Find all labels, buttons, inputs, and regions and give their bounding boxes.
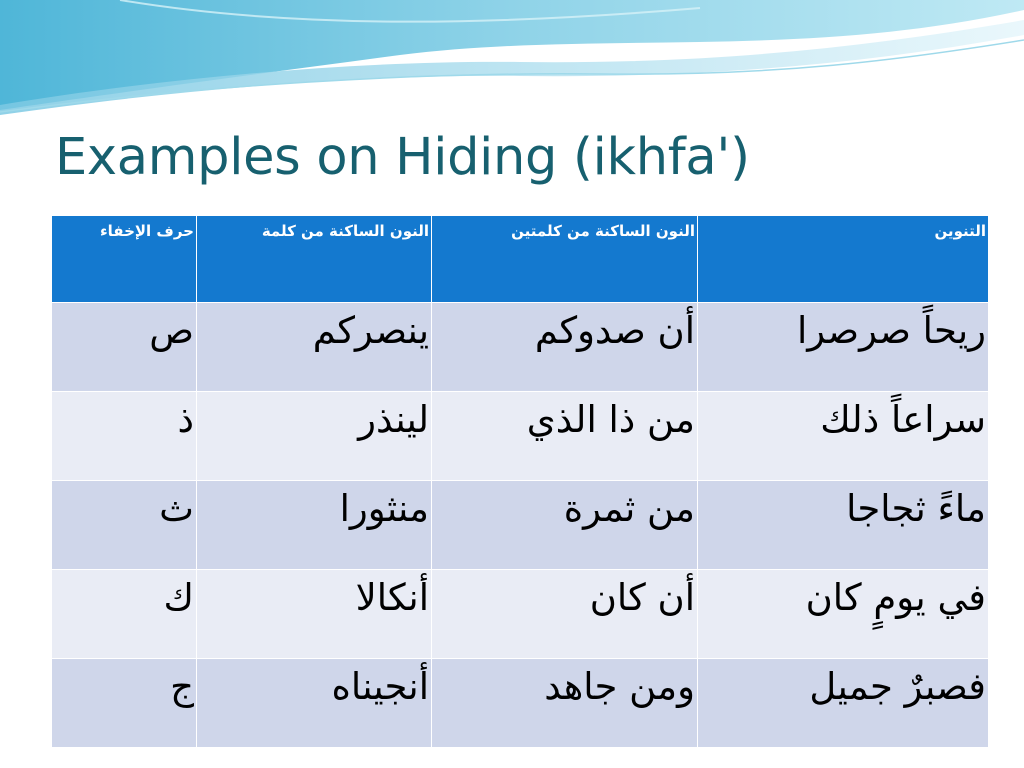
cell-two-words: أن صدوكم xyxy=(432,303,698,392)
table-row xyxy=(52,570,989,659)
table-header-row xyxy=(52,216,989,303)
cell-one-word: أنجيناه xyxy=(197,659,432,748)
cell-two-words: ومن جاهد xyxy=(432,659,698,748)
header-hiding-letter: حرف الإخفاء xyxy=(52,216,197,303)
cell-two-words: من ثمرة xyxy=(432,481,698,570)
header-tanween: التنوين xyxy=(698,216,989,303)
cell-tanween: فصبرٌ جميل xyxy=(698,659,989,748)
cell-one-word: ينصركم xyxy=(197,303,432,392)
cell-tanween: ريحاً صرصرا xyxy=(698,303,989,392)
cell-letter: ث xyxy=(52,481,197,570)
cell-two-words: أن كان xyxy=(432,570,698,659)
cell-letter: ذ xyxy=(52,392,197,481)
cell-two-words: من ذا الذي xyxy=(432,392,698,481)
cell-one-word: لينذر xyxy=(197,392,432,481)
cell-tanween: ماءً ثجاجا xyxy=(698,481,989,570)
cell-tanween: سراعاً ذلك xyxy=(698,392,989,481)
cell-letter: ج xyxy=(52,659,197,748)
slide-title: Examples on Hiding (ikhfa') xyxy=(55,128,750,187)
decorative-wave-banner xyxy=(0,0,1024,120)
table-row xyxy=(52,659,989,748)
header-noon-one-word: النون الساكنة من كلمة xyxy=(197,216,432,303)
header-noon-two-words: النون الساكنة من كلمتين xyxy=(432,216,698,303)
cell-letter: ك xyxy=(52,570,197,659)
cell-one-word: منثورا xyxy=(197,481,432,570)
cell-tanween: في يومٍ كان xyxy=(698,570,989,659)
ikhfa-examples-table xyxy=(51,215,989,748)
cell-letter: ص xyxy=(52,303,197,392)
table-row xyxy=(52,303,989,392)
cell-one-word: أنكالا xyxy=(197,570,432,659)
table-row xyxy=(52,481,989,570)
table-row xyxy=(52,392,989,481)
